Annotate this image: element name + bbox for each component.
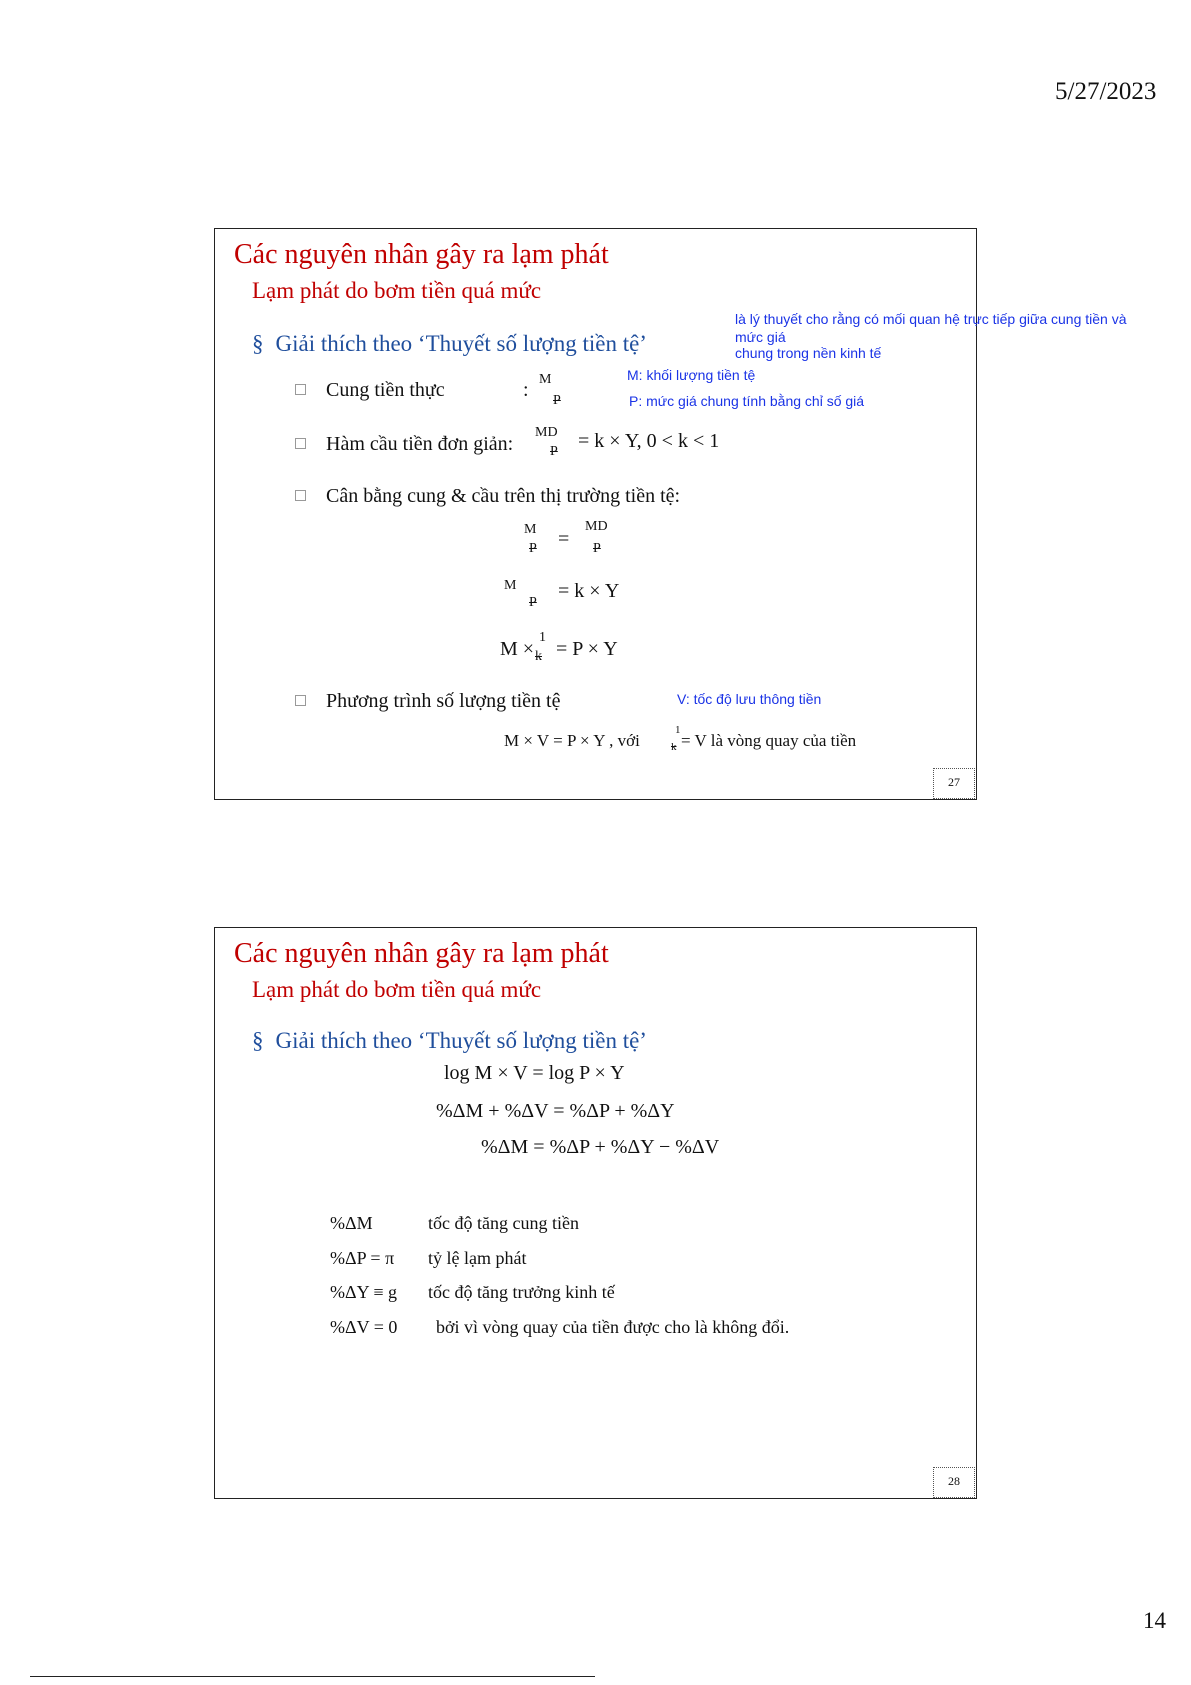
slide-subtitle: Lạm phát do bơm tiền quá mức — [252, 977, 542, 1002]
quantity-eq-numerator: 1 — [675, 724, 681, 736]
eq2-denominator-p: P — [529, 595, 537, 610]
fraction-numerator-md: MD — [535, 425, 558, 440]
equation-percent-change: %ΔM + %ΔV = %ΔP + %ΔY — [436, 1100, 675, 1122]
definition-symbol: %ΔY ≡ g — [330, 1282, 398, 1302]
eq1-numerator-m: M — [524, 522, 537, 537]
definition-symbol: %ΔM — [330, 1213, 373, 1233]
eq3-denominator-k: k — [535, 649, 542, 664]
eq2-numerator-m: M — [504, 578, 517, 593]
slide-title: Các nguyên nhân gây ra lạm phát — [234, 239, 609, 270]
note-v-definition: V: tốc độ lưu thông tiền — [677, 691, 822, 707]
eq2-rhs: = k × Y — [558, 580, 620, 602]
note-m-definition: M: khối lượng tiền tệ — [627, 367, 756, 383]
fraction-denominator-p: P — [553, 393, 561, 408]
eq3-rhs: = P × Y — [556, 638, 618, 660]
footer-divider — [30, 1676, 595, 1677]
definition-meaning: tỷ lệ lạm phát — [428, 1248, 527, 1268]
slide-27 — [214, 228, 1127, 800]
section-text: Giải thích theo ‘Thuyết số lượng tiền tệ’ — [275, 331, 647, 356]
checkbox-bullet-icon — [295, 490, 306, 501]
equation-log: log M × V = log P × Y — [444, 1062, 625, 1084]
eq3-numerator-one: 1 — [539, 630, 546, 645]
checkbox-bullet-icon — [295, 384, 306, 395]
fraction-denominator-p: P — [550, 444, 558, 459]
quantity-eq-denominator: k — [671, 741, 677, 753]
definition-meaning: tốc độ tăng trưởng kinh tế — [428, 1282, 615, 1302]
bullet-symbol: § — [252, 331, 264, 356]
item-quantity-equation: Phương trình số lượng tiền tệ — [295, 690, 561, 713]
quantity-eq-rhs: = V là vòng quay của tiền — [681, 731, 857, 750]
quantity-eq-lhs: M × V = P × Y , với — [504, 731, 640, 750]
bullet-symbol: § — [252, 1028, 264, 1053]
note-theory-line1: là lý thuyết cho rằng có mối quan hệ trực tiếp giữa cung tiền và — [735, 311, 1127, 327]
note-theory-line3: chung trong nền kinh tế — [735, 345, 882, 361]
item-equilibrium: Cân bằng cung & cầu trên thị trường tiền tệ: — [295, 485, 680, 508]
section-heading — [252, 1028, 647, 1054]
note-theory-line2: mức giá — [735, 329, 786, 345]
slide-subtitle: Lạm phát do bơm tiền quá mức — [252, 278, 542, 303]
page-date: 5/27/2023 — [1055, 78, 1157, 105]
slide-number: 28 — [933, 1467, 975, 1498]
eq1-numerator-md: MD — [585, 519, 608, 534]
checkbox-bullet-icon — [295, 438, 306, 449]
item-money-demand: Hàm cầu tiền đơn giản: — [295, 433, 513, 456]
fraction-numerator-m: M — [539, 372, 552, 387]
page-number: 14 — [1143, 1608, 1166, 1633]
eq1-denominator-p: P — [529, 541, 537, 556]
colon: : — [523, 379, 529, 401]
slide-title: Các nguyên nhân gây ra lạm phát — [234, 938, 609, 969]
equation-money-growth: %ΔM = %ΔP + %ΔY − %ΔV — [481, 1136, 720, 1158]
section-text: Giải thích theo ‘Thuyết số lượng tiền tệ’ — [275, 1028, 647, 1053]
note-p-definition: P: mức giá chung tính bằng chỉ số giá — [629, 393, 865, 409]
item-real-money: Cung tiền thực — [295, 379, 445, 402]
checkbox-bullet-icon — [295, 695, 306, 706]
section-heading — [252, 331, 647, 357]
definition-meaning: tốc độ tăng cung tiền — [428, 1213, 579, 1233]
definition-symbol: %ΔP = π — [330, 1248, 395, 1268]
eq1-denominator-p: P — [593, 541, 601, 556]
eq3-lhs: M × — [500, 638, 535, 660]
eq1-equals: = — [558, 528, 570, 550]
definition-meaning: bởi vì vòng quay của tiền được cho là không đổi. — [436, 1317, 790, 1337]
money-demand-rhs: = k × Y, 0 < k < 1 — [578, 430, 720, 452]
slide-number: 27 — [933, 768, 975, 799]
slide-28 — [214, 927, 977, 1499]
definition-symbol: %ΔV = 0 — [330, 1317, 398, 1337]
